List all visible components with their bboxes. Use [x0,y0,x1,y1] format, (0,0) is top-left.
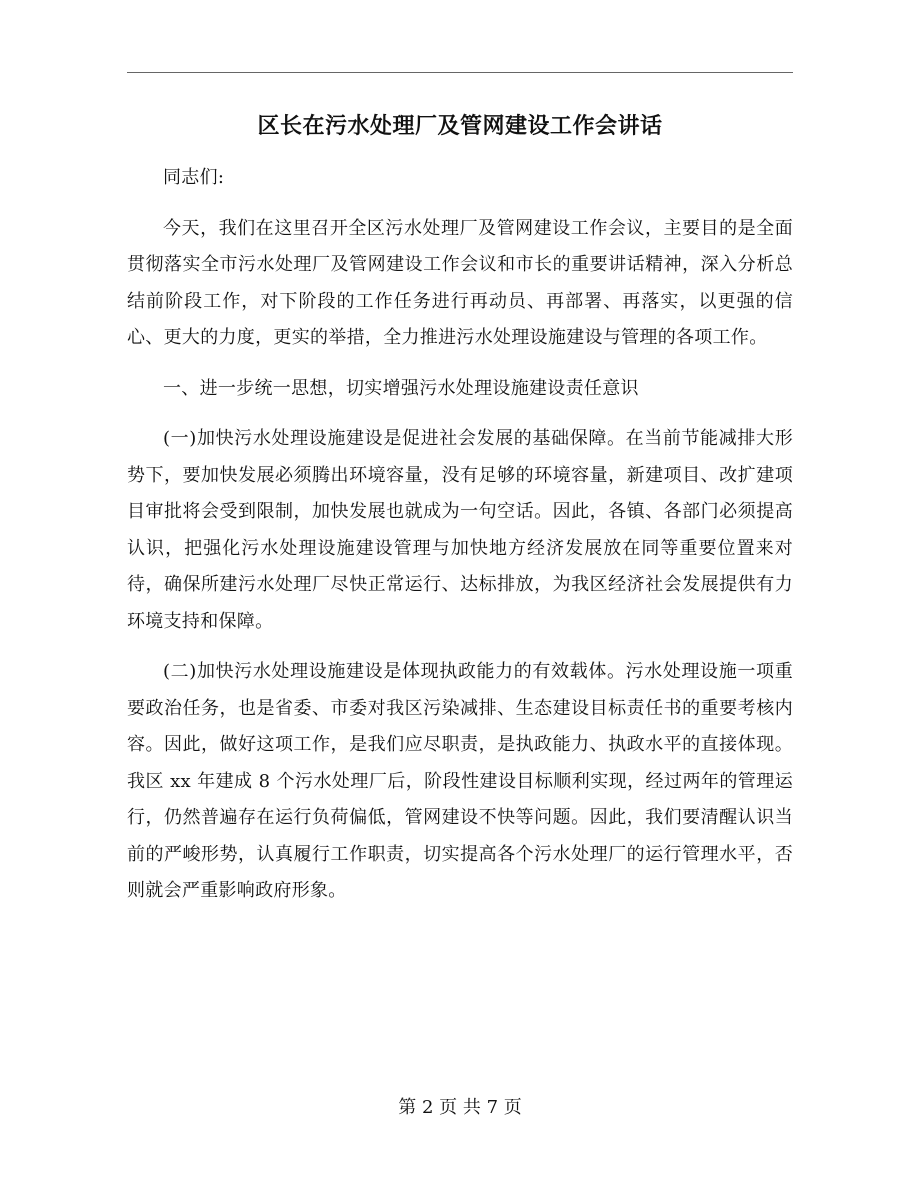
document-body [127,160,793,910]
page-number-label: 第 2 页 共 7 页 [398,1097,522,1118]
paragraph-point-2: (二)加快污水处理设施建设是体现执政能力的有效载体。污水处理设施一项重要政治任务，也是省委、市委对我区污染减排、生态建设目标责任书的重要考核内容。因此，做好这项工作，是我们应尽职责，是执政能力、执政水平的直接体现。我区 xx 年建成 8 个污水处理厂后，阶段性建设目标顺利实现，经过两年的管理运行，仍然普遍存在运行负荷偏低，管网建设不快等问题。因此，我们要清醒认识当前的严峻形势，认真履行工作职责，切实提高各个污水处理厂的运行管理水平，否则就会严重影响政府形象。 [127,661,793,901]
page-number-footer [127,1093,793,1123]
salutation: 同志们: [163,167,225,188]
paragraph-opening: 今天，我们在这里召开全区污水处理厂及管网建设工作会议，主要目的是全面贯彻落实全市污水处理厂及管网建设工作会议和市长的重要讲话精神，深入分析总结前阶段工作，对下阶段的工作任务进行再动员、再部署、再落实，以更强的信心、更大的力度，更实的举措，全力推进污水处理设施建设与管理的各项工作。 [127,217,793,348]
header-rule [127,72,793,73]
section-heading-1: 一、进一步统一思想，切实增强污水处理设施建设责任意识 [163,377,639,399]
document-title: 区长在污水处理厂及管网建设工作会讲话 [257,113,663,139]
paragraph-point-1: (一)加快污水处理设施建设是促进社会发展的基础保障。在当前节能减排大形势下，要加快发展必须腾出环境容量，没有足够的环境容量，新建项目、改扩建项目审批将会受到限制，加快发展也就成为一句空话。因此，各镇、各部门必须提高认识，把强化污水处理设施建设管理与加快地方经济发展放在同等重要位置来对待，确保所建污水处理厂尽快正常运行、达标排放，为我区经济社会发展提供有力环境支持和保障。 [127,428,793,632]
